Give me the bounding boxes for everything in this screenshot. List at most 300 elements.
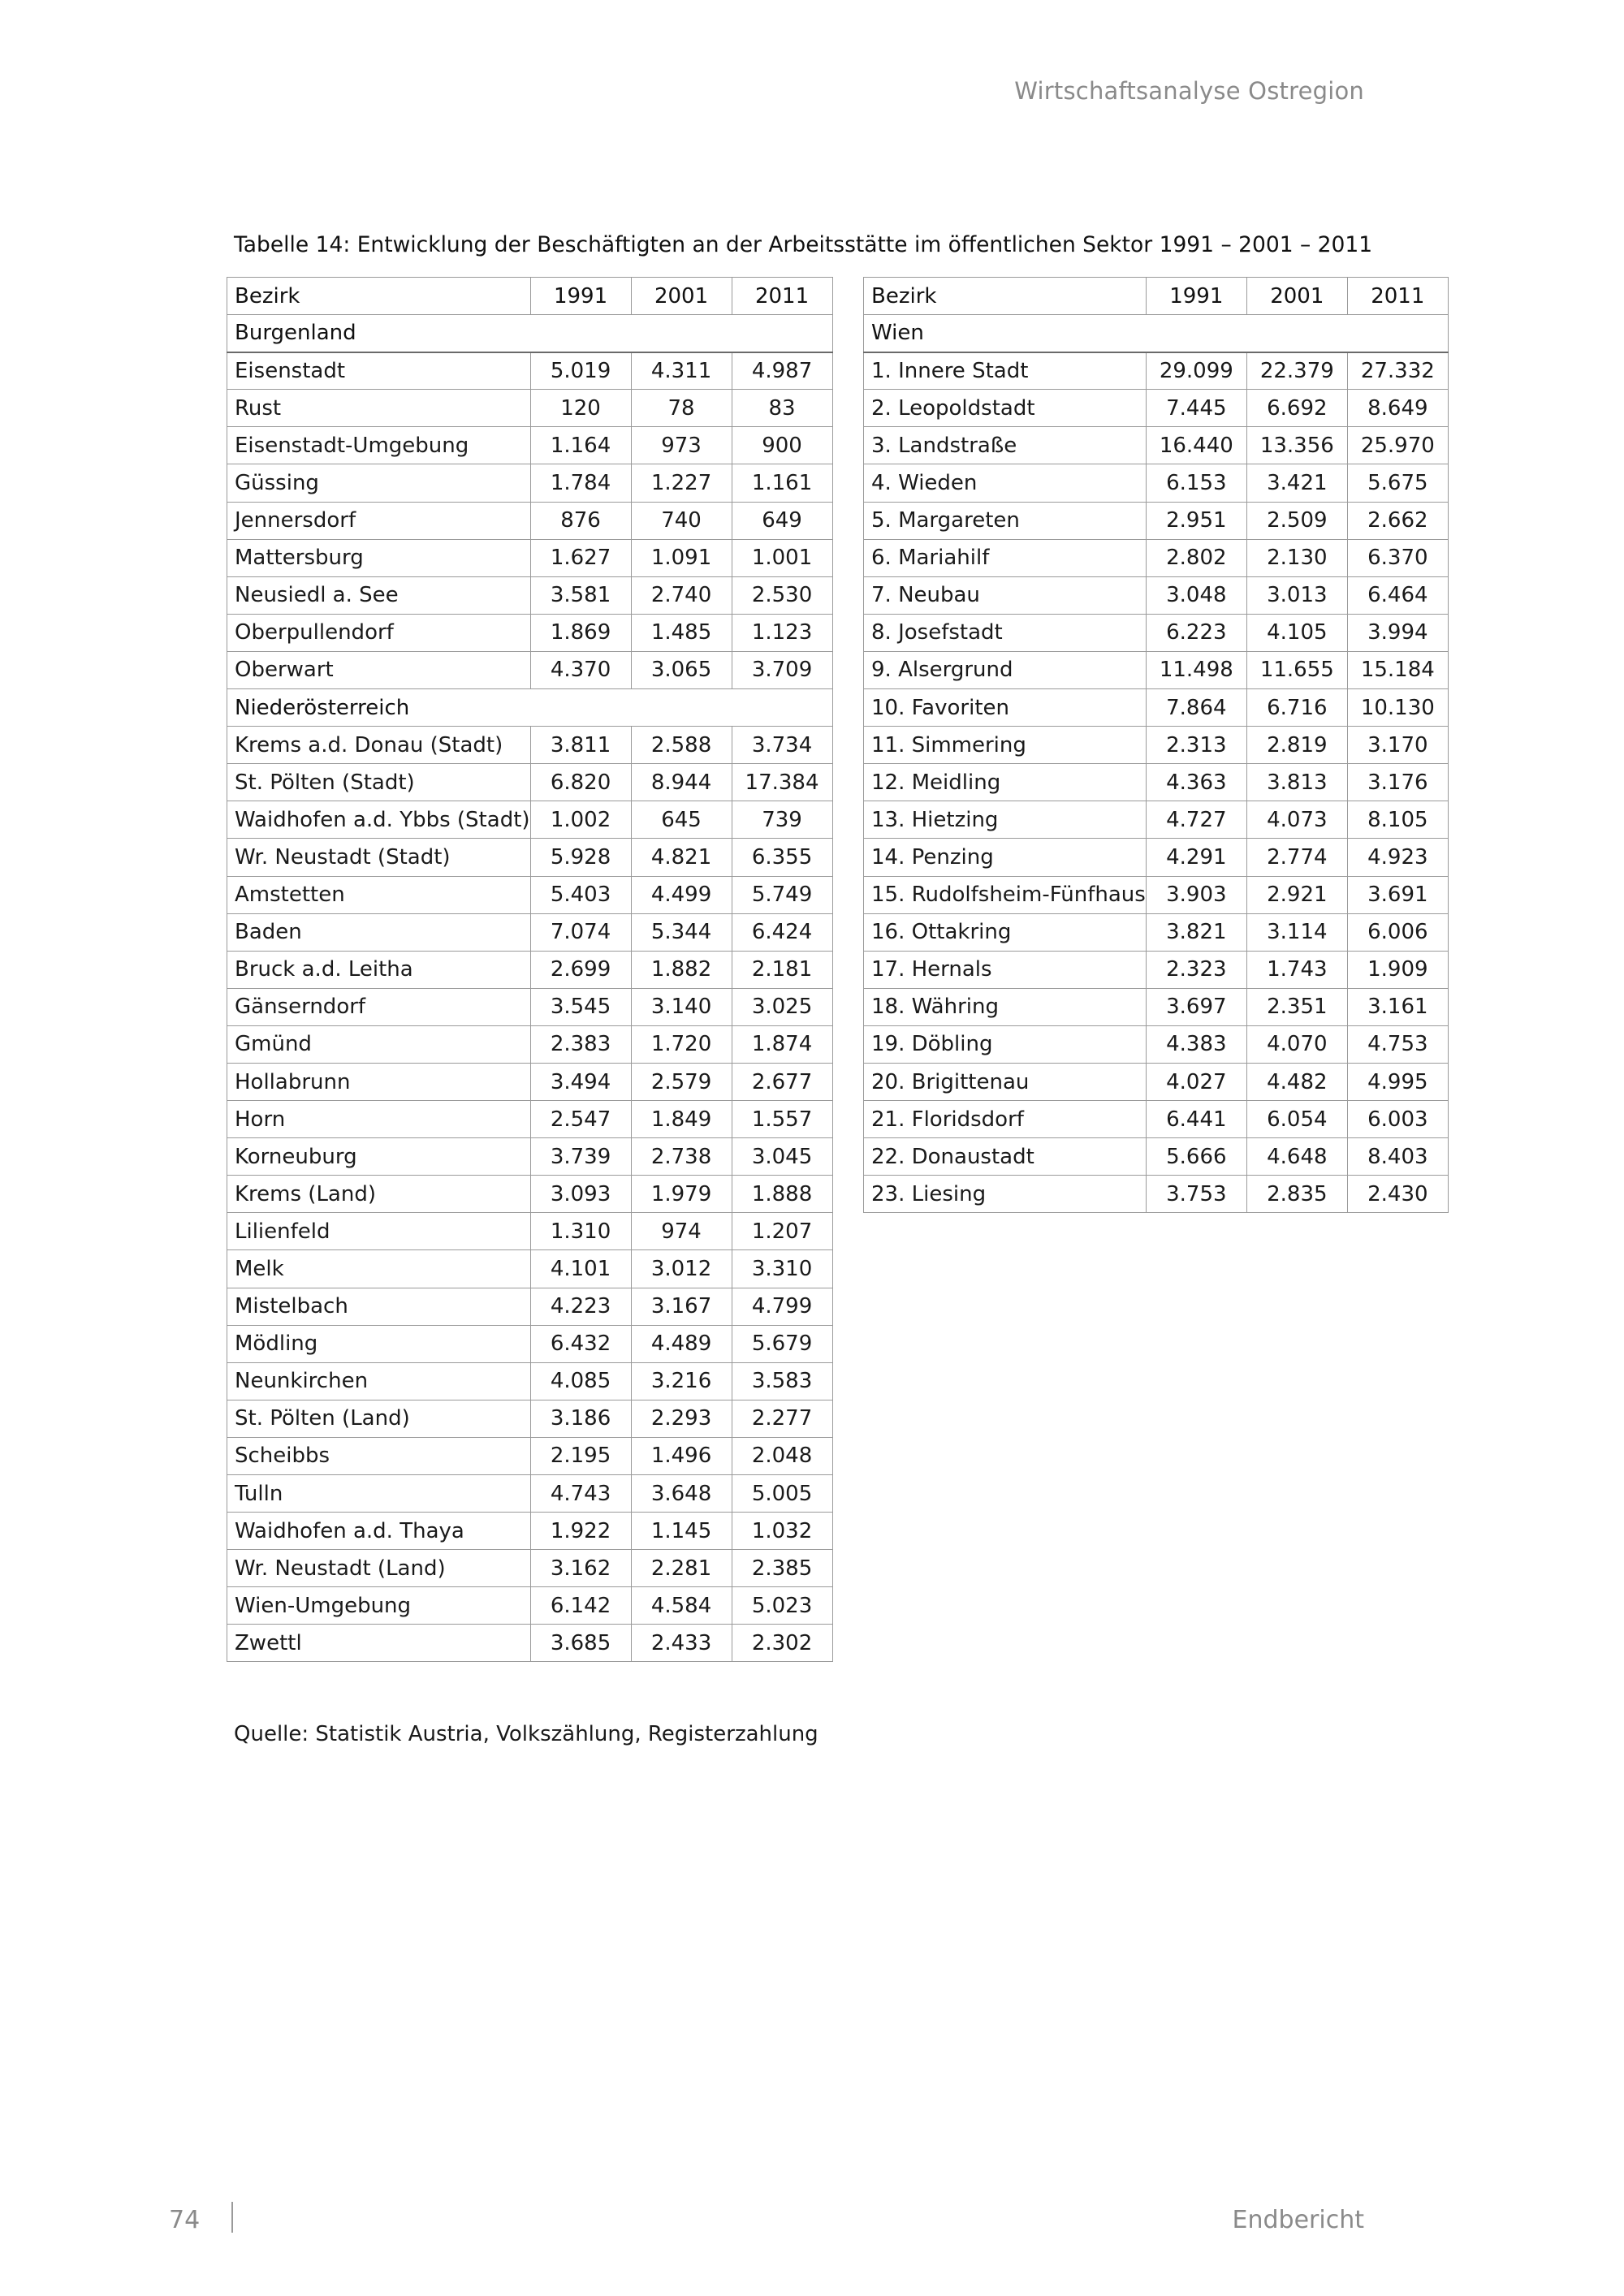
district-cell: 21. Floridsdorf xyxy=(864,1101,1147,1138)
district-cell: 16. Ottakring xyxy=(864,913,1147,951)
value-cell: 4.489 xyxy=(631,1325,732,1362)
value-cell: 739 xyxy=(732,801,832,839)
value-cell: 4.821 xyxy=(631,839,732,876)
value-cell: 8.105 xyxy=(1347,801,1448,839)
value-cell: 4.370 xyxy=(530,651,631,688)
district-cell: Waidhofen a.d. Ybbs (Stadt) xyxy=(227,801,531,839)
value-cell: 3.161 xyxy=(1347,988,1448,1025)
value-cell: 83 xyxy=(732,390,832,427)
value-cell: 3.025 xyxy=(732,988,832,1025)
table-row xyxy=(864,1063,1449,1100)
footer-divider xyxy=(231,2202,233,2233)
value-cell: 1.869 xyxy=(530,614,631,651)
value-cell: 649 xyxy=(732,502,832,539)
district-cell: Melk xyxy=(227,1250,531,1288)
district-cell: 18. Währing xyxy=(864,988,1147,1025)
table-row xyxy=(227,1513,833,1550)
value-cell: 2.738 xyxy=(631,1138,732,1176)
value-cell: 2.433 xyxy=(631,1625,732,1662)
value-cell: 120 xyxy=(530,390,631,427)
district-cell: 12. Meidling xyxy=(864,764,1147,801)
value-cell: 6.153 xyxy=(1146,464,1246,502)
value-cell: 3.216 xyxy=(631,1362,732,1400)
table-row xyxy=(227,727,833,764)
table-row xyxy=(864,727,1449,764)
value-cell: 900 xyxy=(732,427,832,464)
value-cell: 3.739 xyxy=(530,1138,631,1176)
value-cell: 876 xyxy=(530,502,631,539)
district-cell: Wien-Umgebung xyxy=(227,1587,531,1625)
district-cell: Wr. Neustadt (Stadt) xyxy=(227,839,531,876)
value-cell: 4.584 xyxy=(631,1587,732,1625)
district-cell: Bruck a.d. Leitha xyxy=(227,951,531,988)
value-cell: 2.530 xyxy=(732,576,832,614)
district-cell: Jennersdorf xyxy=(227,502,531,539)
value-cell: 3.583 xyxy=(732,1362,832,1400)
value-cell: 1.882 xyxy=(631,951,732,988)
district-cell: Krems (Land) xyxy=(227,1176,531,1213)
value-cell: 5.675 xyxy=(1347,464,1448,502)
table-row xyxy=(227,876,833,913)
employment-table-burgenland-niederoesterreich xyxy=(227,277,833,1662)
value-cell: 4.223 xyxy=(530,1288,631,1325)
table-row xyxy=(227,913,833,951)
column-header: Bezirk xyxy=(864,278,1147,315)
value-cell: 6.716 xyxy=(1246,689,1347,727)
value-cell: 3.167 xyxy=(631,1288,732,1325)
value-cell: 1.001 xyxy=(732,539,832,576)
value-cell: 2.921 xyxy=(1246,876,1347,913)
table-row xyxy=(227,1213,833,1250)
value-cell: 2.383 xyxy=(530,1025,631,1063)
district-cell: 11. Simmering xyxy=(864,727,1147,764)
value-cell: 6.142 xyxy=(530,1587,631,1625)
running-header: Wirtschaftsanalyse Ostregion xyxy=(1014,77,1364,105)
value-cell: 2.579 xyxy=(631,1063,732,1100)
value-cell: 2.588 xyxy=(631,727,732,764)
value-cell: 6.006 xyxy=(1347,913,1448,951)
district-cell: Amstetten xyxy=(227,876,531,913)
value-cell: 3.734 xyxy=(732,727,832,764)
district-cell: St. Pölten (Land) xyxy=(227,1400,531,1437)
value-cell: 4.923 xyxy=(1347,839,1448,876)
value-cell: 13.356 xyxy=(1246,427,1347,464)
table-row xyxy=(227,1400,833,1437)
value-cell: 3.012 xyxy=(631,1250,732,1288)
district-cell: 6. Mariahilf xyxy=(864,539,1147,576)
value-cell: 17.384 xyxy=(732,764,832,801)
value-cell: 8.649 xyxy=(1347,390,1448,427)
table-row xyxy=(864,1176,1449,1213)
value-cell: 2.509 xyxy=(1246,502,1347,539)
district-cell: 15. Rudolfsheim-Fünfhaus xyxy=(864,876,1147,913)
value-cell: 2.130 xyxy=(1246,539,1347,576)
table-row xyxy=(227,390,833,427)
column-header: 1991 xyxy=(530,278,631,315)
table-row xyxy=(864,764,1449,801)
value-cell: 6.003 xyxy=(1347,1101,1448,1138)
table-row xyxy=(864,1025,1449,1063)
group-label: Niederösterreich xyxy=(227,689,833,727)
value-cell: 11.498 xyxy=(1146,651,1246,688)
column-header: 2011 xyxy=(1347,278,1448,315)
district-cell: Gänserndorf xyxy=(227,988,531,1025)
value-cell: 1.123 xyxy=(732,614,832,651)
value-cell: 3.994 xyxy=(1347,614,1448,651)
value-cell: 2.740 xyxy=(631,576,732,614)
value-cell: 4.085 xyxy=(530,1362,631,1400)
value-cell: 2.662 xyxy=(1347,502,1448,539)
table-row xyxy=(864,839,1449,876)
value-cell: 2.302 xyxy=(732,1625,832,1662)
value-cell: 3.648 xyxy=(631,1475,732,1513)
value-cell: 4.727 xyxy=(1146,801,1246,839)
value-cell: 2.181 xyxy=(732,951,832,988)
district-cell: Eisenstadt-Umgebung xyxy=(227,427,531,464)
district-cell: Mattersburg xyxy=(227,539,531,576)
value-cell: 6.464 xyxy=(1347,576,1448,614)
table-row xyxy=(227,1362,833,1400)
value-cell: 4.311 xyxy=(631,352,732,390)
value-cell: 1.310 xyxy=(530,1213,631,1250)
column-header: 2001 xyxy=(1246,278,1347,315)
district-cell: Oberwart xyxy=(227,651,531,688)
value-cell: 4.743 xyxy=(530,1475,631,1513)
table-row xyxy=(864,539,1449,576)
district-cell: Waidhofen a.d. Thaya xyxy=(227,1513,531,1550)
table-row xyxy=(227,1325,833,1362)
value-cell: 6.370 xyxy=(1347,539,1448,576)
district-cell: 19. Döbling xyxy=(864,1025,1147,1063)
group-label: Burgenland xyxy=(227,315,833,352)
value-cell: 4.648 xyxy=(1246,1138,1347,1176)
value-cell: 6.054 xyxy=(1246,1101,1347,1138)
value-cell: 3.048 xyxy=(1146,576,1246,614)
value-cell: 4.363 xyxy=(1146,764,1246,801)
table-row xyxy=(227,839,833,876)
value-cell: 3.697 xyxy=(1146,988,1246,1025)
value-cell: 4.499 xyxy=(631,876,732,913)
value-cell: 1.161 xyxy=(732,464,832,502)
value-cell: 1.557 xyxy=(732,1101,832,1138)
table-row xyxy=(864,801,1449,839)
value-cell: 1.784 xyxy=(530,464,631,502)
value-cell: 1.207 xyxy=(732,1213,832,1250)
value-cell: 1.874 xyxy=(732,1025,832,1063)
value-cell: 7.864 xyxy=(1146,689,1246,727)
table-row xyxy=(864,502,1449,539)
value-cell: 4.482 xyxy=(1246,1063,1347,1100)
value-cell: 2.385 xyxy=(732,1550,832,1587)
value-cell: 3.813 xyxy=(1246,764,1347,801)
value-cell: 5.403 xyxy=(530,876,631,913)
value-cell: 4.027 xyxy=(1146,1063,1246,1100)
table-row xyxy=(864,427,1449,464)
value-cell: 2.677 xyxy=(732,1063,832,1100)
value-cell: 3.013 xyxy=(1246,576,1347,614)
value-cell: 1.627 xyxy=(530,539,631,576)
table-row xyxy=(227,1475,833,1513)
value-cell: 3.494 xyxy=(530,1063,631,1100)
value-cell: 4.753 xyxy=(1347,1025,1448,1063)
value-cell: 3.753 xyxy=(1146,1176,1246,1213)
value-cell: 29.099 xyxy=(1146,352,1246,390)
district-cell: 13. Hietzing xyxy=(864,801,1147,839)
value-cell: 2.323 xyxy=(1146,951,1246,988)
value-cell: 1.888 xyxy=(732,1176,832,1213)
value-cell: 27.332 xyxy=(1347,352,1448,390)
district-cell: Wr. Neustadt (Land) xyxy=(227,1550,531,1587)
district-cell: 3. Landstraße xyxy=(864,427,1147,464)
district-cell: 7. Neubau xyxy=(864,576,1147,614)
value-cell: 4.070 xyxy=(1246,1025,1347,1063)
district-cell: Mödling xyxy=(227,1325,531,1362)
table-row xyxy=(864,1101,1449,1138)
value-cell: 2.951 xyxy=(1146,502,1246,539)
district-cell: 4. Wieden xyxy=(864,464,1147,502)
value-cell: 15.184 xyxy=(1347,651,1448,688)
district-cell: 20. Brigittenau xyxy=(864,1063,1147,1100)
value-cell: 1.091 xyxy=(631,539,732,576)
source-note: Quelle: Statistik Austria, Volkszählung, Registerzahlung xyxy=(234,1722,818,1746)
value-cell: 4.101 xyxy=(530,1250,631,1288)
value-cell: 3.691 xyxy=(1347,876,1448,913)
value-cell: 2.802 xyxy=(1146,539,1246,576)
value-cell: 1.145 xyxy=(631,1513,732,1550)
group-row xyxy=(227,689,833,727)
value-cell: 1.922 xyxy=(530,1513,631,1550)
value-cell: 973 xyxy=(631,427,732,464)
district-cell: 5. Margareten xyxy=(864,502,1147,539)
value-cell: 6.820 xyxy=(530,764,631,801)
table-row xyxy=(227,1250,833,1288)
value-cell: 6.692 xyxy=(1246,390,1347,427)
value-cell: 3.065 xyxy=(631,651,732,688)
district-cell: 22. Donaustadt xyxy=(864,1138,1147,1176)
value-cell: 5.749 xyxy=(732,876,832,913)
column-header: 1991 xyxy=(1146,278,1246,315)
table-row xyxy=(864,576,1449,614)
value-cell: 3.685 xyxy=(530,1625,631,1662)
group-label: Wien xyxy=(864,315,1449,352)
district-cell: Eisenstadt xyxy=(227,352,531,390)
value-cell: 3.045 xyxy=(732,1138,832,1176)
value-cell: 3.170 xyxy=(1347,727,1448,764)
district-cell: Gmünd xyxy=(227,1025,531,1063)
value-cell: 3.421 xyxy=(1246,464,1347,502)
table-row xyxy=(227,576,833,614)
value-cell: 3.162 xyxy=(530,1550,631,1587)
value-cell: 3.545 xyxy=(530,988,631,1025)
value-cell: 4.383 xyxy=(1146,1025,1246,1063)
value-cell: 1.485 xyxy=(631,614,732,651)
value-cell: 5.344 xyxy=(631,913,732,951)
table-row xyxy=(227,1437,833,1474)
district-cell: Zwettl xyxy=(227,1625,531,1662)
table-row xyxy=(227,651,833,688)
value-cell: 645 xyxy=(631,801,732,839)
value-cell: 3.581 xyxy=(530,576,631,614)
value-cell: 25.970 xyxy=(1347,427,1448,464)
value-cell: 2.277 xyxy=(732,1400,832,1437)
table-row xyxy=(864,352,1449,390)
table-row xyxy=(864,1138,1449,1176)
running-footer: Endbericht xyxy=(1232,2206,1364,2234)
value-cell: 1.720 xyxy=(631,1025,732,1063)
value-cell: 4.105 xyxy=(1246,614,1347,651)
district-cell: Scheibbs xyxy=(227,1437,531,1474)
value-cell: 2.430 xyxy=(1347,1176,1448,1213)
district-cell: 8. Josefstadt xyxy=(864,614,1147,651)
district-cell: 10. Favoriten xyxy=(864,689,1147,727)
value-cell: 4.995 xyxy=(1347,1063,1448,1100)
table-row xyxy=(864,988,1449,1025)
district-cell: Baden xyxy=(227,913,531,951)
value-cell: 1.979 xyxy=(631,1176,732,1213)
value-cell: 4.987 xyxy=(732,352,832,390)
value-cell: 740 xyxy=(631,502,732,539)
table-row xyxy=(227,1176,833,1213)
table-row xyxy=(864,876,1449,913)
value-cell: 2.547 xyxy=(530,1101,631,1138)
value-cell: 78 xyxy=(631,390,732,427)
district-cell: Tulln xyxy=(227,1475,531,1513)
district-cell: Oberpullendorf xyxy=(227,614,531,651)
district-cell: St. Pölten (Stadt) xyxy=(227,764,531,801)
district-cell: Neusiedl a. See xyxy=(227,576,531,614)
table-row xyxy=(864,689,1449,727)
value-cell: 7.074 xyxy=(530,913,631,951)
table-row xyxy=(864,464,1449,502)
column-header: 2001 xyxy=(631,278,732,315)
table-row xyxy=(227,1138,833,1176)
table-row xyxy=(227,614,833,651)
table-row xyxy=(227,427,833,464)
value-cell: 3.903 xyxy=(1146,876,1246,913)
district-cell: 17. Hernals xyxy=(864,951,1147,988)
value-cell: 6.355 xyxy=(732,839,832,876)
value-cell: 8.403 xyxy=(1347,1138,1448,1176)
value-cell: 2.313 xyxy=(1146,727,1246,764)
value-cell: 5.679 xyxy=(732,1325,832,1362)
value-cell: 3.310 xyxy=(732,1250,832,1288)
value-cell: 8.944 xyxy=(631,764,732,801)
table-row xyxy=(864,913,1449,951)
value-cell: 1.849 xyxy=(631,1101,732,1138)
district-cell: 1. Innere Stadt xyxy=(864,352,1147,390)
value-cell: 3.821 xyxy=(1146,913,1246,951)
value-cell: 10.130 xyxy=(1347,689,1448,727)
table-title: Tabelle 14: Entwicklung der Beschäftigten an der Arbeitsstätte im öffentlichen Sektor 1991 – 2001 – 2011 xyxy=(234,232,1373,257)
district-cell: 9. Alsergrund xyxy=(864,651,1147,688)
table-row xyxy=(227,1587,833,1625)
table-row xyxy=(864,614,1449,651)
page-number: 74 xyxy=(169,2206,201,2234)
table-row xyxy=(227,1025,833,1063)
value-cell: 4.073 xyxy=(1246,801,1347,839)
value-cell: 3.186 xyxy=(530,1400,631,1437)
table-row xyxy=(227,352,833,390)
table-header-row xyxy=(227,278,833,315)
column-header: Bezirk xyxy=(227,278,531,315)
value-cell: 2.195 xyxy=(530,1437,631,1474)
value-cell: 2.819 xyxy=(1246,727,1347,764)
value-cell: 2.293 xyxy=(631,1400,732,1437)
value-cell: 5.666 xyxy=(1146,1138,1246,1176)
value-cell: 5.005 xyxy=(732,1475,832,1513)
value-cell: 2.281 xyxy=(631,1550,732,1587)
district-cell: 23. Liesing xyxy=(864,1176,1147,1213)
value-cell: 1.032 xyxy=(732,1513,832,1550)
district-cell: Horn xyxy=(227,1101,531,1138)
value-cell: 5.023 xyxy=(732,1587,832,1625)
district-cell: Rust xyxy=(227,390,531,427)
table-row xyxy=(227,1101,833,1138)
district-cell: Hollabrunn xyxy=(227,1063,531,1100)
table-row xyxy=(227,464,833,502)
value-cell: 1.164 xyxy=(530,427,631,464)
value-cell: 3.114 xyxy=(1246,913,1347,951)
value-cell: 11.655 xyxy=(1246,651,1347,688)
table-row xyxy=(227,764,833,801)
table-header-row xyxy=(864,278,1449,315)
value-cell: 16.440 xyxy=(1146,427,1246,464)
district-cell: Korneuburg xyxy=(227,1138,531,1176)
value-cell: 6.424 xyxy=(732,913,832,951)
district-cell: 14. Penzing xyxy=(864,839,1147,876)
employment-table-wien xyxy=(863,277,1449,1213)
group-row xyxy=(864,315,1449,352)
table-row xyxy=(864,651,1449,688)
table-row xyxy=(227,502,833,539)
value-cell: 22.379 xyxy=(1246,352,1347,390)
district-cell: Lilienfeld xyxy=(227,1213,531,1250)
value-cell: 1.743 xyxy=(1246,951,1347,988)
value-cell: 974 xyxy=(631,1213,732,1250)
table-row xyxy=(227,539,833,576)
value-cell: 2.835 xyxy=(1246,1176,1347,1213)
district-cell: Neunkirchen xyxy=(227,1362,531,1400)
value-cell: 2.048 xyxy=(732,1437,832,1474)
value-cell: 3.140 xyxy=(631,988,732,1025)
value-cell: 2.774 xyxy=(1246,839,1347,876)
table-row xyxy=(227,1288,833,1325)
value-cell: 4.291 xyxy=(1146,839,1246,876)
value-cell: 2.351 xyxy=(1246,988,1347,1025)
value-cell: 1.909 xyxy=(1347,951,1448,988)
district-cell: Krems a.d. Donau (Stadt) xyxy=(227,727,531,764)
table-row xyxy=(227,1550,833,1587)
value-cell: 6.441 xyxy=(1146,1101,1246,1138)
value-cell: 5.928 xyxy=(530,839,631,876)
table-row xyxy=(864,951,1449,988)
table-row xyxy=(227,951,833,988)
value-cell: 1.002 xyxy=(530,801,631,839)
column-header: 2011 xyxy=(732,278,832,315)
table-row xyxy=(864,390,1449,427)
table-row xyxy=(227,1063,833,1100)
table-row xyxy=(227,988,833,1025)
value-cell: 3.093 xyxy=(530,1176,631,1213)
district-cell: 2. Leopoldstadt xyxy=(864,390,1147,427)
value-cell: 5.019 xyxy=(530,352,631,390)
value-cell: 6.432 xyxy=(530,1325,631,1362)
value-cell: 3.176 xyxy=(1347,764,1448,801)
table-row xyxy=(227,801,833,839)
district-cell: Güssing xyxy=(227,464,531,502)
value-cell: 7.445 xyxy=(1146,390,1246,427)
value-cell: 1.227 xyxy=(631,464,732,502)
